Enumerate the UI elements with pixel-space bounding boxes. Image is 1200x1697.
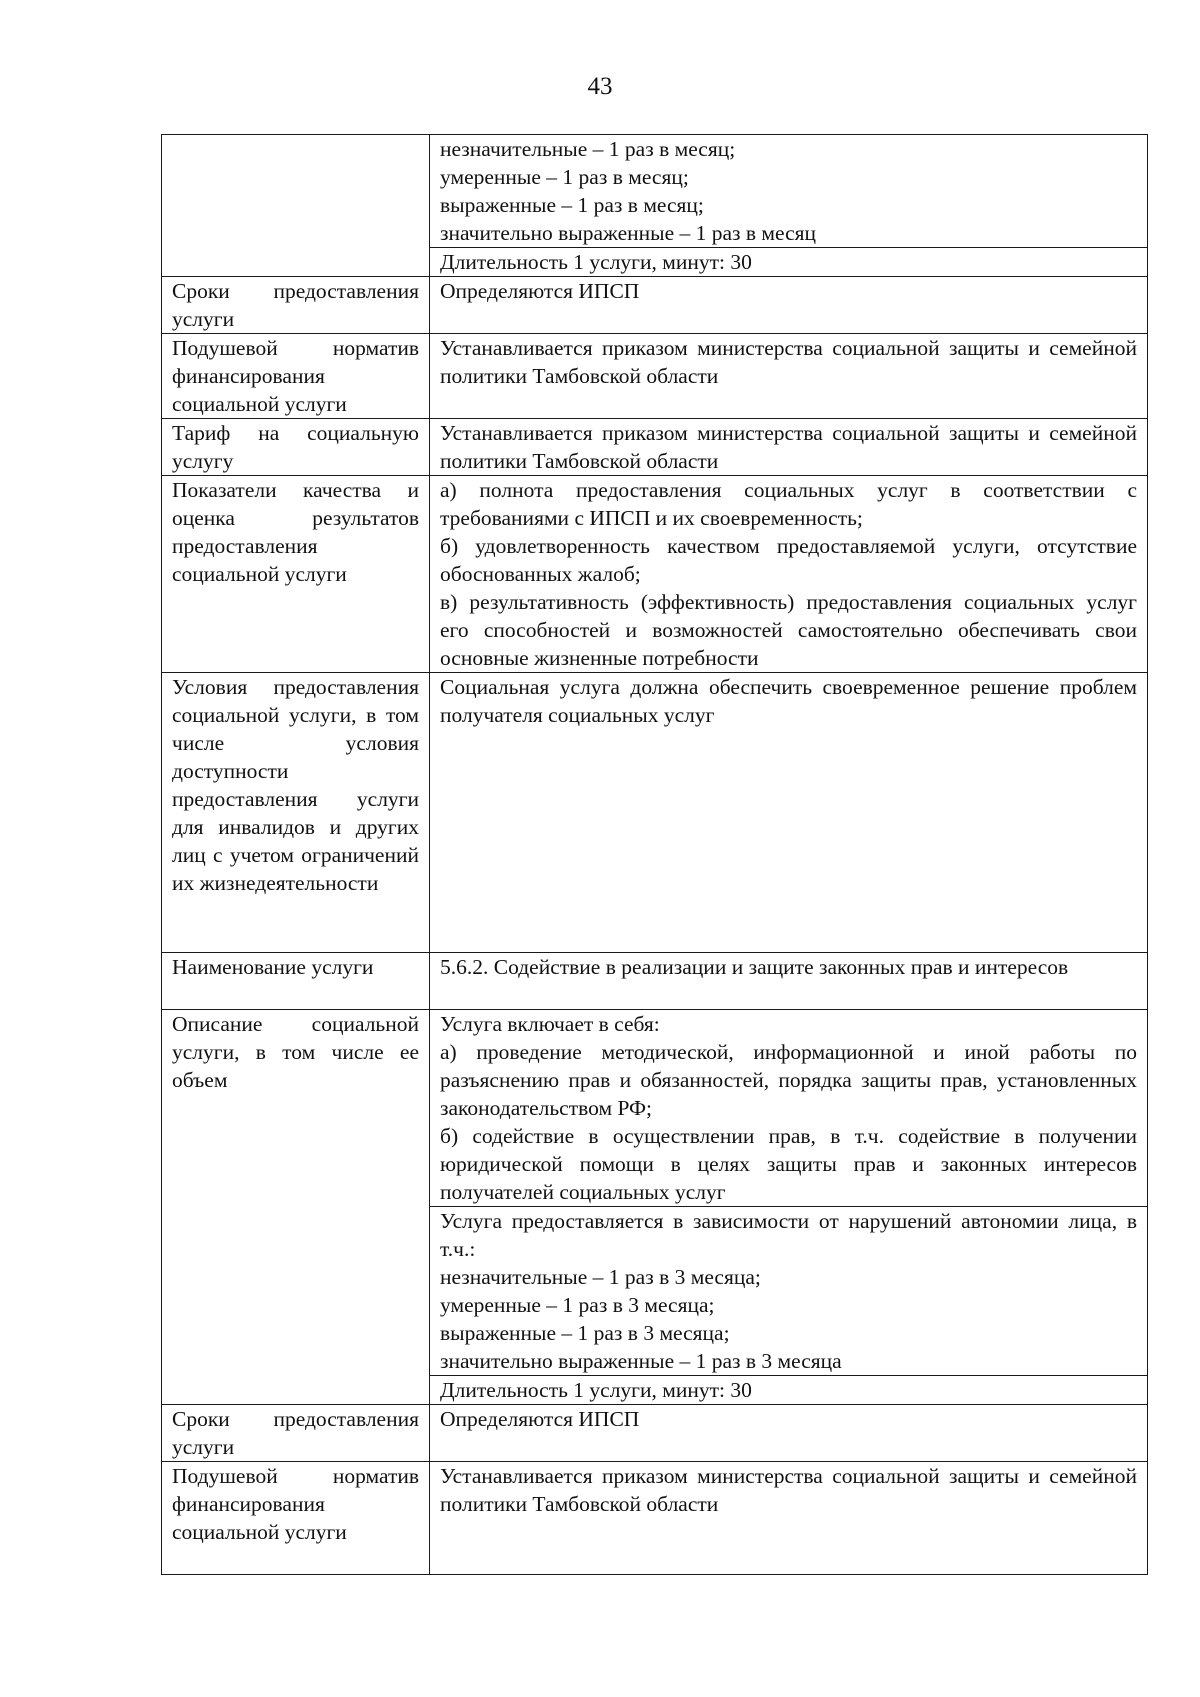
- content-cell: [430, 476, 1148, 673]
- text-paragraph: Услуга включает в себя:: [440, 1012, 660, 1036]
- service-name-cell: 5.6.2. Содействие в реализации и защите законных прав и интересов: [430, 953, 1148, 1010]
- table-row: [162, 673, 1148, 953]
- content-cell: [430, 1207, 1148, 1376]
- label-cell: Описание социальной услуги, в том числе ее объем: [162, 1010, 430, 1405]
- content-cell: [430, 135, 1148, 248]
- duration-cell: Длительность 1 услуги, минут: 30: [430, 248, 1148, 277]
- label-cell: Сроки предоставления услуги: [162, 277, 430, 334]
- text-paragraph: а) полнота предоставления социальных услуг в соответствии с требованиями с ИПСП и их своевременность;: [440, 478, 1137, 530]
- text-paragraph: а) проведение методической, информационной и иной работы по разъяснению прав и обязанностей, порядка защиты прав, установленных законодательством РФ;: [440, 1040, 1137, 1120]
- label-cell: Сроки предоставления услуги: [162, 1405, 430, 1462]
- text-line: выраженные – 1 раз в 3 месяца;: [440, 1321, 730, 1345]
- content-cell: Устанавливается приказом министерства социальной защиты и семейной политики Тамбовской области: [430, 419, 1148, 476]
- label-cell: Подушевой норматив финансирования социальной услуги: [162, 334, 430, 419]
- text-line: выраженные – 1 раз в месяц;: [440, 193, 704, 217]
- text-paragraph: Услуга предоставляется в зависимости от нарушений автономии лица, в т.ч.:: [440, 1209, 1137, 1261]
- table-row: [162, 1405, 1148, 1462]
- table-row: [162, 953, 1148, 1010]
- content-cell: Социальная услуга должна обеспечить своевременное решение проблем получателя социальных услуг: [430, 673, 1148, 953]
- text-paragraph: б) удовлетворенность качеством предоставляемой услуги, отсутствие обоснованных жалоб;: [440, 534, 1137, 586]
- table-row: [162, 277, 1148, 334]
- table-row: [162, 1010, 1148, 1207]
- label-cell: Наименование услуги: [162, 953, 430, 1010]
- text-line: значительно выраженные – 1 раз в 3 месяца: [440, 1349, 842, 1373]
- text-line: умеренные – 1 раз в месяц;: [440, 165, 689, 189]
- content-cell: Устанавливается приказом министерства социальной защиты и семейной политики Тамбовской области: [430, 1462, 1148, 1575]
- label-cell: Условия предоставления социальной услуги, в том числе условия доступности предоставления услуги для инвалидов и других лиц с учетом ограничений их жизнедеятельности: [162, 673, 430, 953]
- text-line: незначительные – 1 раз в месяц;: [440, 137, 736, 161]
- content-cell: [430, 1010, 1148, 1207]
- content-cell: Определяются ИПСП: [430, 1405, 1148, 1462]
- text-paragraph: б) содействие в осуществлении прав, в т.ч. содействие в получении юридической помощи в целях защиты прав и законных интересов получателей социальных услуг: [440, 1124, 1137, 1204]
- text-line: значительно выраженные – 1 раз в месяц: [440, 221, 817, 245]
- table-row: [162, 476, 1148, 673]
- label-cell: Показатели качества и оценка результатов предоставления социальной услуги: [162, 476, 430, 673]
- duration-cell: Длительность 1 услуги, минут: 30: [430, 1376, 1148, 1405]
- table-row: [162, 1462, 1148, 1575]
- label-cell-empty: [162, 135, 430, 277]
- text-paragraph: в) результативность (эффективность) предоставления социальных услуг его способностей и возможностей самостоятельно обеспечивать свои основные жизненные потребности: [440, 590, 1137, 670]
- page-number: 43: [587, 73, 613, 100]
- table-row: [162, 135, 1148, 248]
- table-row: [162, 334, 1148, 419]
- content-cell: Устанавливается приказом министерства социальной защиты и семейной политики Тамбовской области: [430, 334, 1148, 419]
- label-cell: Подушевой норматив финансирования социальной услуги: [162, 1462, 430, 1575]
- content-cell: Определяются ИПСП: [430, 277, 1148, 334]
- text-line: незначительные – 1 раз в 3 месяца;: [440, 1265, 761, 1289]
- service-standard-table: [161, 134, 1148, 1575]
- label-cell: Тариф на социальную услугу: [162, 419, 430, 476]
- text-line: умеренные – 1 раз в 3 месяца;: [440, 1293, 715, 1317]
- table-row: [162, 419, 1148, 476]
